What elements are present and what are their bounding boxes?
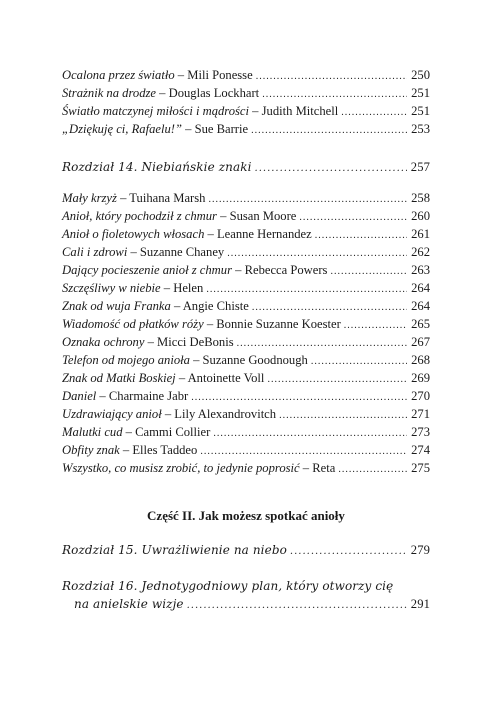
story-title: Oznaka ochrony: [62, 335, 145, 349]
story-author: Judith Mitchell: [261, 104, 339, 118]
chapter-15-heading: [62, 541, 430, 559]
toc-entry[interactable]: „Dziękuję ci, Rafaelu!” – Sue Barrie ..... 253: [62, 120, 430, 138]
leader-dots: [344, 317, 407, 335]
page-number: 273: [411, 425, 430, 439]
chapter-title: Rozdział 15. Uwrażliwienie na niebo: [62, 543, 287, 557]
story-author: Douglas Lockhart: [168, 86, 260, 100]
chapter-title-line-2-row: [62, 595, 430, 613]
toc-group-1: [62, 66, 430, 138]
toc-entry[interactable]: Wszystko, co musisz zrobić, to jedynie poprosić – Reta ..... 275: [62, 459, 430, 477]
toc-entry[interactable]: Mały krzyż – Tuihana Marsh ..... 258: [62, 189, 430, 207]
toc-entry[interactable]: Ocalona przez światło – Mili Ponesse ..... 250: [62, 66, 430, 84]
toc-entry[interactable]: Znak od wuja Franka – Angie Chiste ..... 264: [62, 297, 430, 315]
page-number: 261: [411, 227, 430, 241]
story-author: Tuihana Marsh: [129, 191, 206, 205]
page-number: 262: [411, 245, 430, 259]
story-title: Wiadomość od płatków róży: [62, 317, 204, 331]
story-title: Strażnik na drodze: [62, 86, 156, 100]
leader-dots: [330, 263, 407, 281]
page-number: 269: [411, 371, 430, 385]
story-author: Helen: [173, 281, 204, 295]
toc-chapter-entry[interactable]: [62, 541, 430, 559]
page-number: 260: [411, 209, 430, 223]
page-number: 275: [411, 461, 430, 475]
story-author: Bonnie Suzanne Koester: [216, 317, 341, 331]
toc-entry[interactable]: Dający pocieszenie anioł z chmur – Rebecca Powers ..... 263: [62, 261, 430, 279]
toc-chapter-entry[interactable]: [62, 577, 430, 613]
story-author: Sue Barrie: [194, 122, 249, 136]
page-number: 253: [411, 122, 430, 136]
page-number: 274: [411, 443, 430, 457]
toc-entry[interactable]: Światło matczynej miłości i mądrości – Judith Mitchell ..... 251: [62, 102, 430, 120]
story-author: Suzanne Chaney: [139, 245, 225, 259]
leader-dots: [251, 122, 407, 140]
story-title: Telefon od mojego anioła: [62, 353, 190, 367]
chapter-16-heading: [62, 577, 430, 613]
story-author: Cammi Collier: [135, 425, 211, 439]
page-number: 251: [411, 86, 430, 100]
leader-dots: [290, 543, 407, 561]
page-number: 291: [410, 597, 430, 611]
story-title: Ocalona przez światło: [62, 68, 175, 82]
page-number: 267: [411, 335, 430, 349]
page-number: 251: [411, 104, 430, 118]
page-number: 264: [411, 281, 430, 295]
toc-entry[interactable]: Wiadomość od płatków róży – Bonnie Suzanne Koester ..... 265: [62, 315, 430, 333]
page-number: 250: [411, 68, 430, 82]
toc-chapter-entry[interactable]: [62, 158, 430, 176]
story-title: „Dziękuję ci, Rafaelu!”: [62, 122, 182, 136]
leader-dots: [255, 160, 407, 178]
page-number: 258: [411, 191, 430, 205]
toc-entry[interactable]: Telefon od mojego anioła – Suzanne Goodnough ..... 268: [62, 351, 430, 369]
story-author: Rebecca Powers: [244, 263, 328, 277]
story-author: Antoinette Voll: [187, 371, 265, 385]
story-title: Szczęśliwy w niebie: [62, 281, 161, 295]
toc-entry[interactable]: Anioł, który pochodził z chmur – Susan Moore ..... 260: [62, 207, 430, 225]
story-title: Cali i zdrowi: [62, 245, 128, 259]
story-title: Światło matczynej miłości i mądrości: [62, 104, 250, 118]
page-number: 268: [411, 353, 430, 367]
story-author: Mili Ponesse: [187, 68, 253, 82]
page-number: 264: [411, 299, 430, 313]
story-author: Lily Alexandrovitch: [174, 407, 277, 421]
story-author: Reta: [312, 461, 336, 475]
leader-dots: [338, 461, 407, 479]
story-author: Leanne Hernandez: [216, 227, 312, 241]
story-author: Elles Taddeo: [132, 443, 198, 457]
leader-dots: [299, 209, 407, 227]
toc-entry[interactable]: Uzdrawiający anioł – Lily Alexandrovitch ..... 271: [62, 405, 430, 423]
story-author: Micci DeBonis: [157, 335, 234, 349]
toc-entry[interactable]: Daniel – Charmaine Jabr ..... 270: [62, 387, 430, 405]
story-title: Anioł o fioletowych włosach: [62, 227, 205, 241]
chapter-title-line-2: na anielskie wizje: [74, 597, 184, 611]
toc-entry[interactable]: Cali i zdrowi – Suzanne Chaney ..... 262: [62, 243, 430, 261]
story-author: Charmaine Jabr: [108, 389, 189, 403]
toc-entry[interactable]: Znak od Matki Boskiej – Antoinette Voll ..... 269: [62, 369, 430, 387]
page-number: 270: [411, 389, 430, 403]
toc-entry[interactable]: Oznaka ochrony – Micci DeBonis ..... 267: [62, 333, 430, 351]
toc-entry[interactable]: Strażnik na drodze – Douglas Lockhart ..... 251: [62, 84, 430, 102]
chapter-14-heading: [62, 158, 430, 176]
chapter-title-line-1: Rozdział 16. Jednotygodniowy plan, który otworzy cię: [62, 579, 394, 593]
story-author: Susan Moore: [229, 209, 297, 223]
story-title: Anioł, który pochodził z chmur: [62, 209, 217, 223]
leader-dots: [213, 425, 407, 443]
chapter-title: Rozdział 14. Niebiańskie znaki: [62, 160, 252, 174]
story-title: Wszystko, co musisz zrobić, to jedynie poprosić: [62, 461, 300, 475]
toc-entry[interactable]: Anioł o fioletowych włosach – Leanne Hernandez ..... 261: [62, 225, 430, 243]
toc-entry[interactable]: Obfity znak – Elles Taddeo ..... 274: [62, 441, 430, 459]
story-title: Znak od wuja Franka: [62, 299, 171, 313]
story-author: Suzanne Goodnough: [202, 353, 308, 367]
story-title: Mały krzyż: [62, 191, 117, 205]
page-number: 271: [411, 407, 430, 421]
part-2-heading: Część II. Jak możesz spotkać anioły: [147, 508, 345, 523]
story-title: Malutki cud: [62, 425, 123, 439]
toc-group-2: [62, 189, 430, 477]
page-number: 263: [411, 263, 430, 277]
story-title: Daniel: [62, 389, 97, 403]
leader-dots: [267, 371, 407, 389]
story-title: Znak od Matki Boskiej: [62, 371, 176, 385]
toc-entry[interactable]: Malutki cud – Cammi Collier ..... 273: [62, 423, 430, 441]
toc-entry[interactable]: Szczęśliwy w niebie – Helen ..... 264: [62, 279, 430, 297]
leader-dots: [256, 68, 407, 86]
story-title: Obfity znak: [62, 443, 120, 457]
story-author: Angie Chiste: [182, 299, 249, 313]
page-number: 279: [410, 543, 430, 557]
page-number: 257: [410, 160, 430, 174]
leader-dots: [311, 353, 407, 371]
leader-dots: [341, 104, 407, 122]
leader-dots: [279, 407, 407, 425]
leader-dots: [187, 597, 407, 615]
story-title: Uzdrawiający anioł: [62, 407, 162, 421]
page-number: 265: [411, 317, 430, 331]
story-title: Dający pocieszenie anioł z chmur: [62, 263, 232, 277]
leader-dots: [315, 227, 407, 245]
